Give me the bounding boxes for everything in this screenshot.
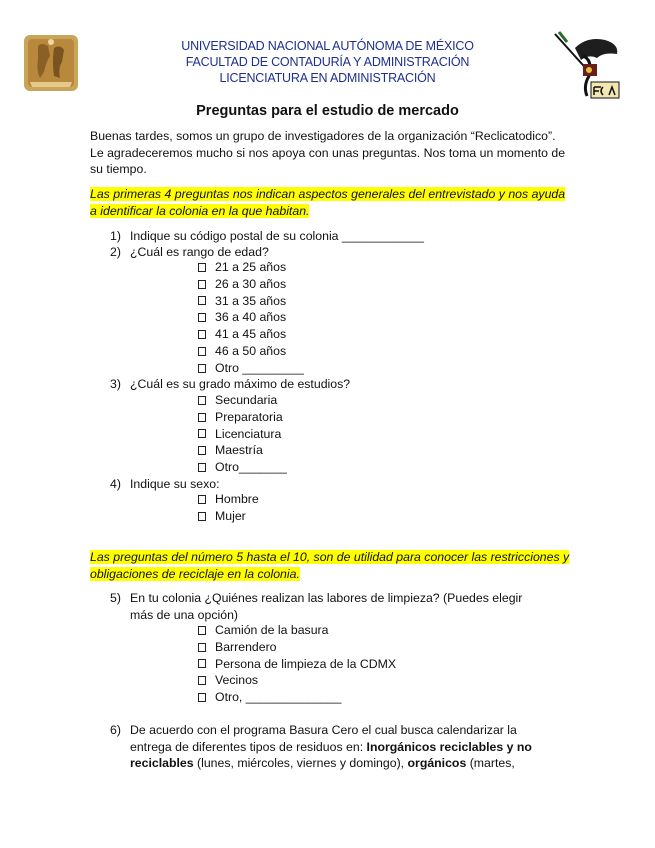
header-university: UNIVERSIDAD NACIONAL AUTÓNOMA DE MÉXICO: [181, 39, 474, 53]
checkbox-icon[interactable]: [198, 643, 206, 652]
question-text-line: [130, 739, 570, 756]
option-label: Hombre: [215, 492, 259, 506]
question-number: 3): [110, 377, 121, 391]
question-number: 2): [110, 245, 121, 259]
option-checkbox-row[interactable]: [198, 293, 304, 310]
question-text-line: En tu colonia ¿Quiénes realizan las labores de limpieza? (Puedes elegir: [130, 591, 523, 605]
text-run: (lunes, miércoles, viernes y domingo),: [193, 756, 408, 770]
option-label: Barrendero: [215, 639, 277, 654]
bold-text-run: Inorgánicos reciclables y no: [366, 739, 532, 754]
bold-text-run: reciclables: [130, 756, 194, 770]
question-3: [110, 376, 570, 393]
highlight-note-2: [90, 549, 570, 582]
question-5-options: [198, 622, 396, 706]
checkbox-icon[interactable]: [198, 446, 206, 455]
option-checkbox-row[interactable]: [198, 309, 304, 326]
checkbox-icon[interactable]: [198, 396, 206, 405]
option-checkbox-row[interactable]: [198, 392, 287, 409]
checkbox-icon[interactable]: [198, 429, 206, 438]
text-run: entrega de diferentes tipos de residuos en:: [130, 739, 367, 754]
bold-text-run: orgánicos: [407, 756, 467, 770]
question-text: ¿Cuál es su grado máximo de estudios?: [130, 377, 351, 391]
option-label: Preparatoria: [215, 409, 283, 424]
option-label: 46 a 50 años: [215, 343, 287, 358]
option-checkbox-row[interactable]: [198, 639, 396, 656]
option-checkbox-row[interactable]: [198, 259, 304, 276]
question-2: [110, 244, 570, 261]
option-label: Otro _________: [215, 360, 304, 375]
checkbox-icon[interactable]: [198, 296, 206, 305]
option-label: Otro, ______________: [215, 690, 342, 705]
highlight-note-1: [90, 186, 570, 219]
checkbox-icon[interactable]: [198, 313, 206, 322]
option-checkbox-row[interactable]: [198, 276, 304, 293]
highlight-text-2: Las preguntas del número 5 hasta el 10, son de utilidad para conocer las restricciones y obligaciones de reciclaje en la colonia.: [90, 550, 570, 581]
option-label: Camión de la basura: [215, 623, 329, 637]
option-label: Mujer: [215, 508, 246, 523]
checkbox-icon[interactable]: [198, 263, 206, 272]
checkbox-icon[interactable]: [198, 347, 206, 356]
question-text: [130, 590, 570, 623]
question-text: Indique su sexo:: [130, 477, 220, 491]
option-checkbox-row[interactable]: [198, 442, 287, 459]
question-1: [110, 228, 570, 245]
institution-header: [0, 38, 655, 86]
checkbox-icon[interactable]: [198, 495, 206, 504]
option-checkbox-row[interactable]: [198, 426, 287, 443]
option-checkbox-row[interactable]: [198, 689, 396, 706]
header-faculty: FACULTAD DE CONTADURÍA Y ADMINISTRACIÓN: [185, 55, 470, 69]
question-4-options: [198, 491, 259, 525]
question-text-line: más de una opción): [130, 607, 239, 622]
option-checkbox-row[interactable]: [198, 360, 304, 377]
question-text-line: De acuerdo con el programa Basura Cero el cual busca calendarizar la: [130, 723, 517, 737]
option-checkbox-row[interactable]: [198, 491, 259, 508]
checkbox-icon[interactable]: [198, 364, 206, 373]
text-run: (martes,: [466, 756, 515, 770]
option-label: Secundaria: [215, 393, 278, 407]
question-text: [130, 722, 570, 772]
question-6: [110, 722, 570, 774]
checkbox-icon[interactable]: [198, 693, 206, 702]
header-degree: LICENCIATURA EN ADMINISTRACIÓN: [219, 71, 436, 85]
question-text: ¿Cuál es rango de edad?: [130, 245, 269, 259]
option-label: 26 a 30 años: [215, 276, 287, 291]
checkbox-icon[interactable]: [198, 463, 206, 472]
question-text-line: [130, 755, 570, 772]
option-label: 41 a 45 años: [215, 327, 287, 342]
question-4: [110, 476, 570, 493]
option-checkbox-row[interactable]: [198, 409, 287, 426]
checkbox-icon[interactable]: [198, 512, 206, 521]
checkbox-icon[interactable]: [198, 330, 206, 339]
checkbox-icon[interactable]: [198, 659, 206, 668]
intro-paragraph: Buenas tardes, somos un grupo de investigadores de la organización “Reclicatodico”. Le agradeceremos mucho si nos apoya con unas preguntas. Nos toma un momento de su tiempo.: [90, 129, 566, 176]
option-checkbox-row[interactable]: [198, 343, 304, 360]
option-checkbox-row[interactable]: [198, 656, 396, 673]
option-label: Persona de limpieza de la CDMX: [215, 656, 397, 671]
option-checkbox-row[interactable]: [198, 326, 304, 343]
option-label: 36 a 40 años: [215, 310, 287, 325]
checkbox-icon[interactable]: [198, 413, 206, 422]
option-checkbox-row[interactable]: [198, 459, 287, 476]
question-number: 1): [110, 229, 121, 243]
question-3-options: [198, 392, 287, 476]
question-2-options: [198, 259, 304, 377]
question-number: 4): [110, 477, 121, 491]
option-checkbox-row[interactable]: [198, 672, 396, 689]
checkbox-icon[interactable]: [198, 280, 206, 289]
checkbox-icon[interactable]: [198, 626, 206, 635]
checkbox-icon[interactable]: [198, 676, 206, 685]
page-title: Preguntas para el estudio de mercado: [196, 103, 459, 119]
question-number: 5): [110, 591, 121, 605]
option-label: Licenciatura: [215, 426, 282, 441]
question-text: Indique su código postal de su colonia ____________: [130, 229, 424, 243]
option-checkbox-row[interactable]: [198, 622, 396, 639]
option-label: Vecinos: [215, 673, 259, 688]
option-label: 21 a 25 años: [215, 260, 287, 274]
option-label: Otro_______: [215, 460, 287, 475]
option-checkbox-row[interactable]: [198, 508, 259, 525]
question-number: 6): [110, 723, 121, 737]
question-5: [110, 590, 570, 624]
option-label: Maestría: [215, 443, 263, 458]
option-label: 31 a 35 años: [215, 293, 287, 308]
highlight-text-1: Las primeras 4 preguntas nos indican aspectos generales del entrevistado y nos ayuda a identificar la colonia en la que habitan.: [90, 187, 566, 218]
